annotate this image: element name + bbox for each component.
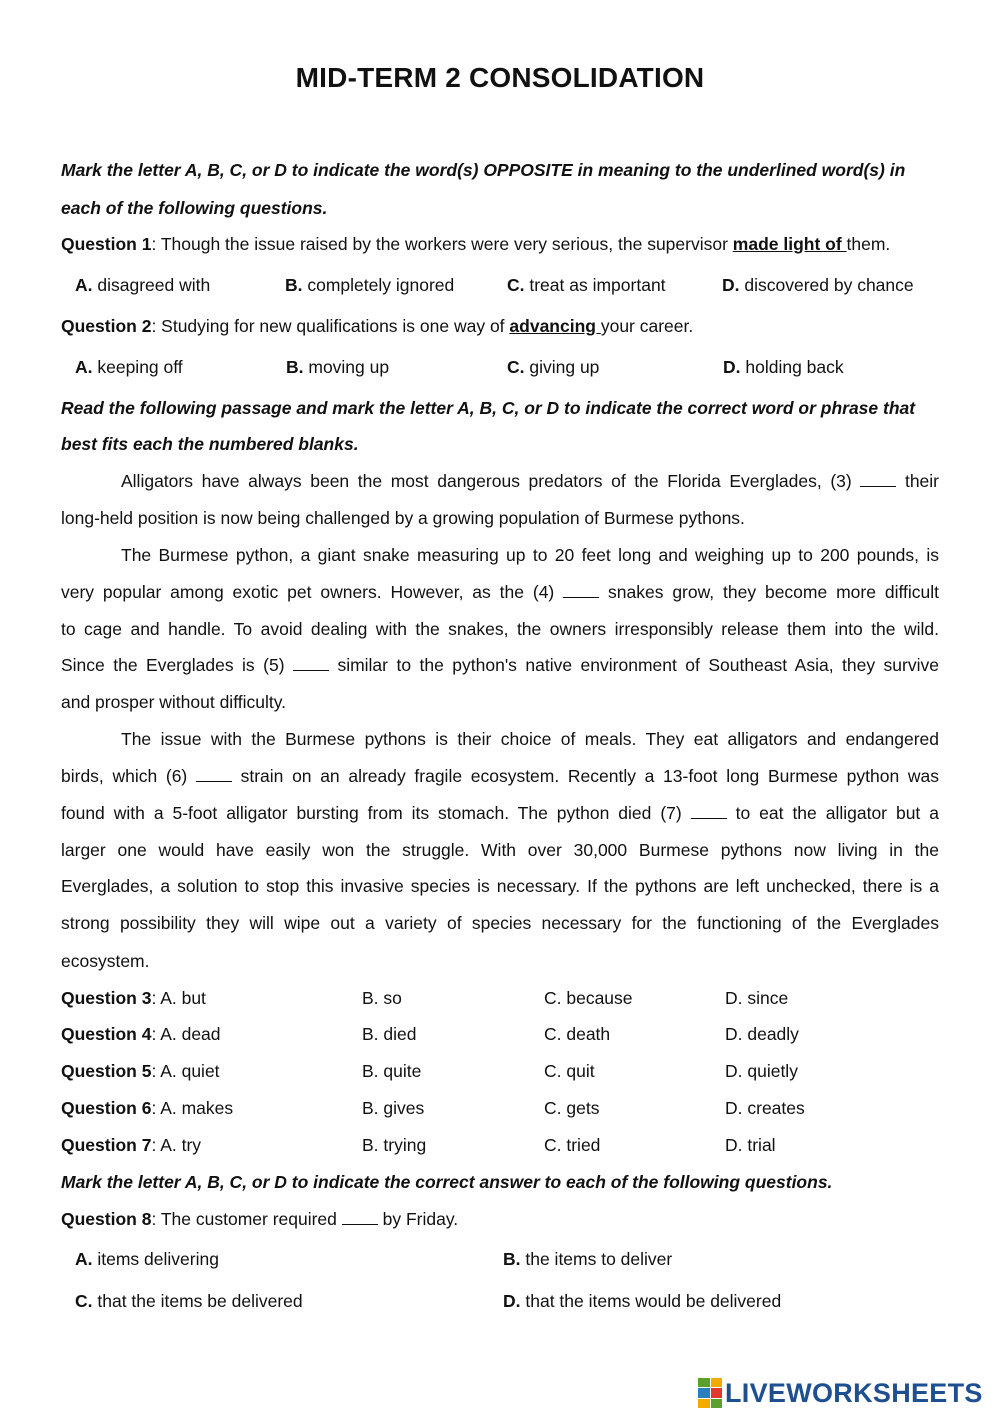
q1-option-a[interactable]: A. disagreed with [75, 275, 211, 295]
question-1-text-end: them. [846, 234, 891, 254]
q3-option-b[interactable]: B. so [362, 988, 402, 1008]
q6-option-d[interactable]: D. creates [725, 1098, 805, 1118]
q8-option-a[interactable]: A. items delivering [75, 1249, 219, 1269]
liveworksheets-logo[interactable] [698, 1376, 983, 1410]
passage-line: to cage and handle. To avoid dealing with the snakes, the owners irresponsibly release them into the wild. [61, 619, 939, 639]
q3-option-c[interactable]: C. because [544, 988, 633, 1008]
question-1-label: Question 1 [61, 234, 152, 254]
passage-line: long-held position is now being challenged by a growing population of Burmese pythons. [61, 508, 745, 528]
blank-3[interactable] [860, 472, 896, 487]
blank-7[interactable] [691, 804, 727, 819]
passage-line: and prosper without difficulty. [61, 692, 287, 712]
q5-option-d[interactable]: D. quietly [725, 1061, 798, 1081]
section2-instruction-line2: best fits each the numbered blanks. [61, 434, 359, 454]
q6-option-c[interactable]: C. gets [544, 1098, 600, 1118]
q2-option-a[interactable]: A. keeping off [75, 357, 183, 377]
q8-option-b[interactable]: B. the items to deliver [503, 1249, 673, 1269]
section1-instruction-line1: Mark the letter A, B, C, or D to indicate the word(s) OPPOSITE in meaning to the underlined word(s) in [61, 160, 906, 180]
passage-line: Since the Everglades is (5) similar to the python's native environment of Southeast Asia, they survive [61, 655, 939, 675]
q1-option-c[interactable]: C. treat as important [507, 275, 666, 295]
q3-option-a[interactable]: Question 3: A. but [61, 988, 206, 1008]
page-title: MID-TERM 2 CONSOLIDATION [295, 62, 705, 93]
q3-option-d[interactable]: D. since [725, 988, 789, 1008]
section1-instruction-line2: each of the following questions. [61, 198, 328, 218]
question-1 [61, 234, 939, 255]
q7-option-c[interactable]: C. tried [544, 1135, 601, 1155]
q4-option-a[interactable]: Question 4: A. dead [61, 1024, 221, 1044]
passage-line: larger one would have easily won the struggle. With over 30,000 Burmese pythons now living in the [61, 840, 939, 860]
question-2-text-end: your career. [600, 316, 694, 336]
logo-text: LIVEWORKSHEETS [725, 1377, 983, 1408]
question-8: Question 8: The customer required by Friday. [61, 1209, 459, 1229]
q1-option-d[interactable]: D. discovered by chance [722, 275, 914, 295]
question-2-text: : Studying for new qualifications is one way of [151, 316, 510, 336]
blank-5[interactable] [293, 656, 329, 671]
passage-line: found with a 5-foot alligator bursting from its stomach. The python died (7) to eat the alligator but a [61, 803, 939, 823]
passage-line: The issue with the Burmese pythons is their choice of meals. They eat alligators and endangered [121, 729, 939, 749]
q2-option-c[interactable]: C. giving up [507, 357, 600, 377]
q8-option-d[interactable]: D. that the items would be delivered [503, 1291, 782, 1311]
blank-4[interactable] [563, 583, 599, 598]
liveworksheets-logo-icon [698, 1378, 722, 1408]
passage-line: strong possibility they will wipe out a variety of species necessary for the functioning of the Everglades [61, 913, 939, 933]
blank-6[interactable] [196, 767, 232, 782]
q5-option-a[interactable]: Question 5: A. quiet [61, 1061, 220, 1081]
q7-option-a[interactable]: Question 7: A. try [61, 1135, 202, 1155]
q4-option-c[interactable]: C. death [544, 1024, 611, 1044]
section3-instruction: Mark the letter A, B, C, or D to indicate the correct answer to each of the following questions. [61, 1172, 833, 1192]
passage-line: Everglades, a solution to stop this invasive species is necessary. If the pythons are left unchecked, there is a [61, 876, 939, 896]
passage-line: ecosystem. [61, 951, 150, 971]
passage-line: Alligators have always been the most dangerous predators of the Florida Everglades, (3) their [121, 471, 939, 491]
q1-option-b[interactable]: B. completely ignored [285, 275, 455, 295]
q2-option-b[interactable]: B. moving up [286, 357, 390, 377]
passage-line: The Burmese python, a giant snake measuring up to 20 feet long and weighing up to 200 pounds, is [121, 545, 939, 565]
question-2-label: Question 2 [61, 316, 152, 336]
question-8-label: Question 8 [61, 1209, 152, 1229]
question-2 [61, 316, 939, 337]
q5-option-b[interactable]: B. quite [362, 1061, 422, 1081]
q8-option-c[interactable]: C. that the items be delivered [75, 1291, 303, 1311]
q4-option-d[interactable]: D. deadly [725, 1024, 799, 1044]
section2-instruction-line1: Read the following passage and mark the letter A, B, C, or D to indicate the correct word or phrase that [61, 398, 916, 418]
passage-line: birds, which (6) strain on an already fragile ecosystem. Recently a 13-foot long Burmese python was [61, 766, 939, 786]
q6-option-b[interactable]: B. gives [362, 1098, 425, 1118]
q6-option-a[interactable]: Question 6: A. makes [61, 1098, 234, 1118]
q7-option-b[interactable]: B. trying [362, 1135, 427, 1155]
q2-option-d[interactable]: D. holding back [723, 357, 844, 377]
blank-8[interactable] [342, 1210, 378, 1225]
q5-option-c[interactable]: C. quit [544, 1061, 595, 1081]
passage-line: very popular among exotic pet owners. However, as the (4) snakes grow, they become more difficult [61, 582, 939, 602]
q4-option-b[interactable]: B. died [362, 1024, 417, 1044]
q7-option-d[interactable]: D. trial [725, 1135, 776, 1155]
question-1-text: : Though the issue raised by the workers were very serious, the supervisor [151, 234, 733, 254]
question-1-underlined: made light of [732, 234, 847, 254]
question-2-underlined: advancing [509, 316, 601, 336]
